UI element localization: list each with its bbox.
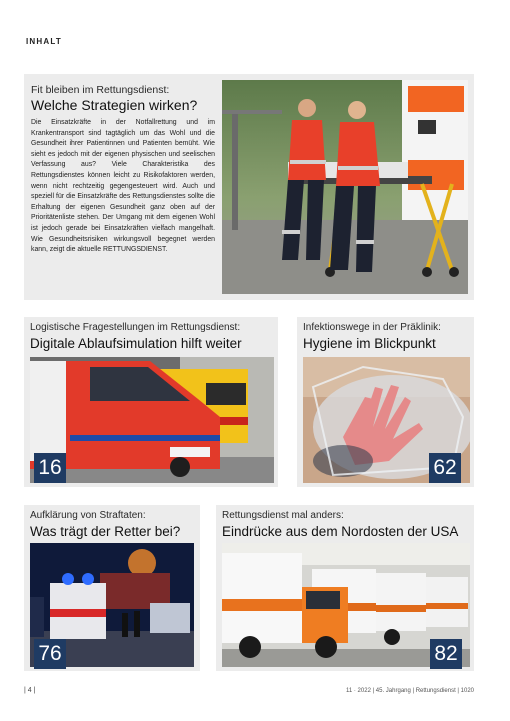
page-number-badge: 16 [34,453,66,483]
teaser-card-ablaufsimulation[interactable] [24,317,278,487]
page-number-badge: 62 [429,453,461,483]
page-number: | 4 | [24,687,36,694]
page-number-badge: 82 [430,639,462,669]
teaser-kicker: Aufklärung von Straftaten: [30,510,146,521]
paramedics-with-stretcher-photo [222,80,468,294]
teaser-card-straftaten[interactable] [24,505,200,671]
teaser-kicker: Logistische Fragestellungen im Rettungsdienst: [30,322,241,333]
page-number-badge: 76 [34,639,66,669]
teaser-title: Eindrücke aus dem Nordosten der USA [222,524,459,539]
teaser-kicker: Infektionswege in der Präklinik: [303,322,441,333]
teaser-title: Was trägt der Retter bei? [30,524,181,539]
ambulances-in-garage-photo [30,357,274,483]
teaser-card-hygiene[interactable] [297,317,474,487]
issue-info: 11 · 2022 | 45. Jahrgang | Rettungsdienst | 1020 [346,688,474,694]
teaser-title: Digitale Ablaufsimulation hilft weiter [30,336,242,351]
main-article-card[interactable] [24,74,474,300]
main-article-kicker: Fit bleiben im Rettungsdienst: [31,84,170,96]
teaser-card-usa[interactable] [216,505,474,671]
teaser-kicker: Rettungsdienst mal anders: [222,510,344,521]
teaser-title: Hygiene im Blickpunkt [303,336,436,351]
main-article-title: Welche Strategien wirken? [31,97,198,113]
main-article-body: Die Einsatzkräfte in der Notfallrettung und im Krankentransport sind tagtäglich um das Wohl und die Gesundheit ihrer Patientinnen und Patienten bemüht. Wie sieht es jedoch mit der eigenen physischen und seelischen Verfassung aus? Viele Charakteristika des Rettungsdienstes können leicht zu Risikofaktoren werden, wenn nicht rechtzeitig gegengesteuert wird. Auch und speziell für die Einsatzkräfte des Rettungsdienstes sollte die Erhaltung der eigenen Gesundheit ganz oben auf der Prioritätenliste stehen. Der Umgang mit dem eigenen Wohl ist jedoch gerade bei Einsatzkräften vielfach mangelhaft. Wie Gesundheitsrisiken wirkungsvoll begegnet werden kann, zeigt die aktuelle RETTUNGSDIENST. [31,119,215,254]
section-header: INHALT [26,37,62,46]
